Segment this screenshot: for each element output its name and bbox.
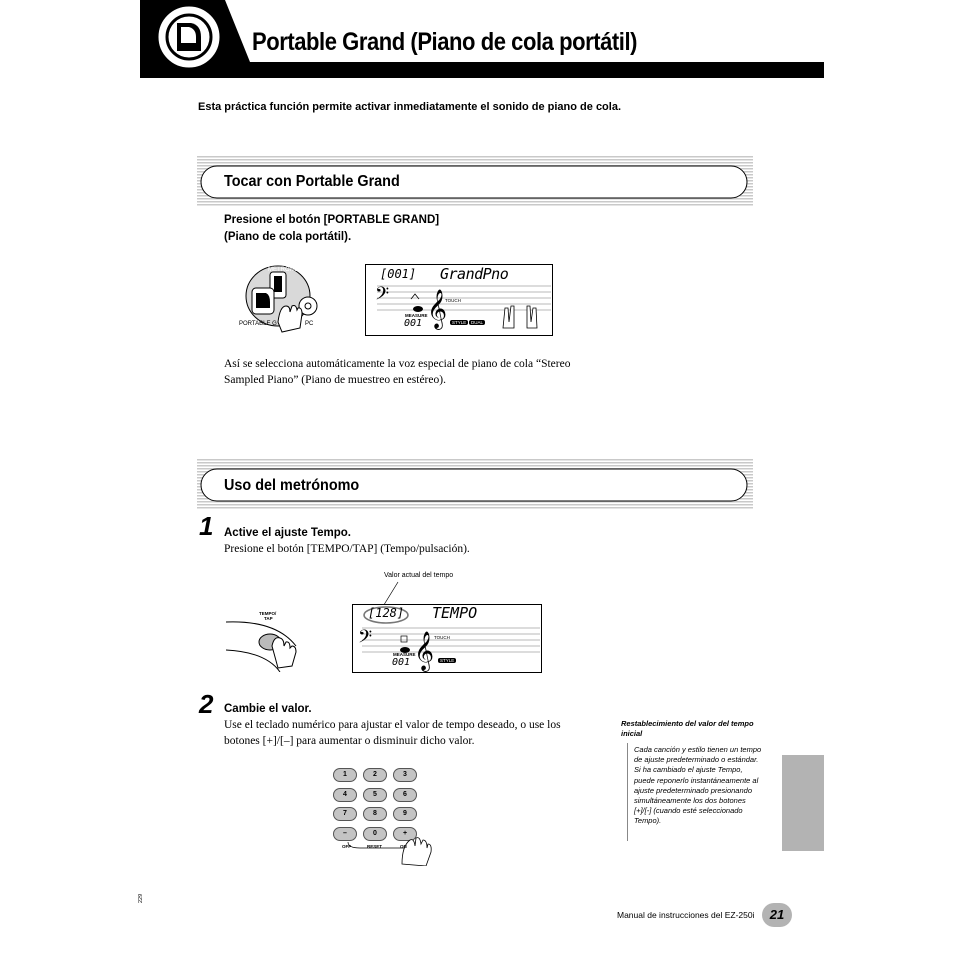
keypad-key-7[interactable]: 7: [333, 807, 357, 821]
keypad-key-5[interactable]: 5: [363, 788, 387, 802]
side-tab: [782, 755, 824, 851]
note-body: Cada canción y estilo tienen un tempo de ajuste predeterminado o estándar. Si ha cambiado el ajuste Tempo, puede reponerlo instantáneamente al ajuste predeterminado presionando simultáneamente los dos botones [+]/[-] (cuando esté seleccionado Tempo).: [634, 745, 762, 826]
keypad-key-4[interactable]: 4: [333, 788, 357, 802]
keypad-key-2[interactable]: 2: [363, 768, 387, 782]
step1-body: Presione el botón [TEMPO/TAP] (Tempo/pulsación).: [224, 543, 470, 555]
step-number-1: 1: [199, 511, 214, 541]
tempo-label-1: TEMPO/: [259, 611, 277, 616]
note-title: Restablecimiento del valor del tempo inicial: [621, 719, 754, 738]
label-pc: PC: [305, 321, 314, 327]
lcd1-number-value: 001: [387, 267, 409, 281]
instruction-line-1: Presione el botón [PORTABLE GRAND]: [224, 214, 440, 226]
step-number-2: 2: [199, 689, 214, 719]
lcd1-voice: GrandPno: [440, 265, 509, 283]
keypad-key-3[interactable]: 3: [393, 768, 417, 782]
page-number: 21: [762, 903, 792, 927]
lcd2-measure-label: MEASURE: [393, 652, 416, 657]
lcd2-style: STYLE: [440, 658, 455, 663]
page-title: Portable Grand (Piano de cola portátil): [252, 28, 638, 56]
step1-title: Active el ajuste Tempo.: [224, 527, 351, 539]
footer-manual-title: Manual de instrucciones del EZ-250i: [617, 910, 755, 920]
keypad-key-9[interactable]: 9: [393, 807, 417, 821]
lcd2-measure-value: 001: [392, 657, 411, 668]
lcd2-text: TEMPO: [432, 604, 478, 622]
body-line-1: Así se selecciona automáticamente la voz especial de piano de cola “Stereo: [224, 358, 571, 370]
step2-title: Cambie el valor.: [224, 703, 312, 715]
svg-text:𝄢: 𝄢: [358, 627, 373, 652]
keypad-key-6[interactable]: 6: [393, 788, 417, 802]
intro-text: Esta práctica función permite activar inmediatamente el sonido de piano de cola.: [198, 101, 622, 113]
section-title-2: Uso del metrónomo: [224, 477, 360, 494]
grand-piano-icon: [159, 7, 219, 67]
tempo-label-2: TAP: [264, 616, 273, 621]
keypad-key-0[interactable]: 0: [363, 827, 387, 841]
keypad-annotation: [338, 836, 438, 866]
keypad-key-8[interactable]: 8: [363, 807, 387, 821]
lcd2-number-value: 128: [375, 606, 397, 620]
keypad-key-1[interactable]: 1: [333, 768, 357, 782]
step2-body-2: botones [+]/[–] para aumentar o disminuir dicho valor.: [224, 735, 475, 747]
step2-body-1: Use el teclado numérico para ajustar el valor de tempo deseado, o use los: [224, 719, 561, 731]
callout-tempo-value: Valor actual del tempo: [384, 572, 454, 579]
label-reset: RESET: [367, 844, 383, 849]
svg-text:𝄞: 𝄞: [414, 631, 435, 671]
body-line-2: Sampled Piano” (Piano de muestreo en estéreo).: [224, 374, 446, 386]
label-metronome: METRONOME: [268, 267, 308, 273]
lcd1-dual: DUAL: [471, 320, 484, 325]
lcd1-style: STYLE: [452, 320, 467, 325]
label-off: OFF: [342, 844, 351, 849]
page-code: 229: [138, 893, 144, 903]
svg-text:𝄢: 𝄢: [375, 284, 390, 309]
instruction-line-2: (Piano de cola portátil).: [224, 231, 352, 243]
note-divider: [627, 743, 628, 841]
keypad-key-minus[interactable]: –: [333, 827, 357, 841]
label-portable: PORTABLE G: [239, 321, 277, 327]
lcd1-measure-label: MEASURE: [405, 313, 428, 318]
section-title-1: Tocar con Portable Grand: [224, 173, 400, 190]
lcd2-number: [128]: [368, 606, 405, 620]
lcd1-touch: TOUCH: [445, 298, 461, 303]
keypad-key-plus[interactable]: +: [393, 827, 417, 841]
lcd1-number: [001]: [380, 267, 417, 281]
label-on: ON: [400, 844, 407, 849]
lcd2-touch: TOUCH: [434, 635, 450, 640]
lcd1-measure-value: 001: [404, 318, 423, 329]
svg-text:𝄞: 𝄞: [427, 289, 448, 329]
